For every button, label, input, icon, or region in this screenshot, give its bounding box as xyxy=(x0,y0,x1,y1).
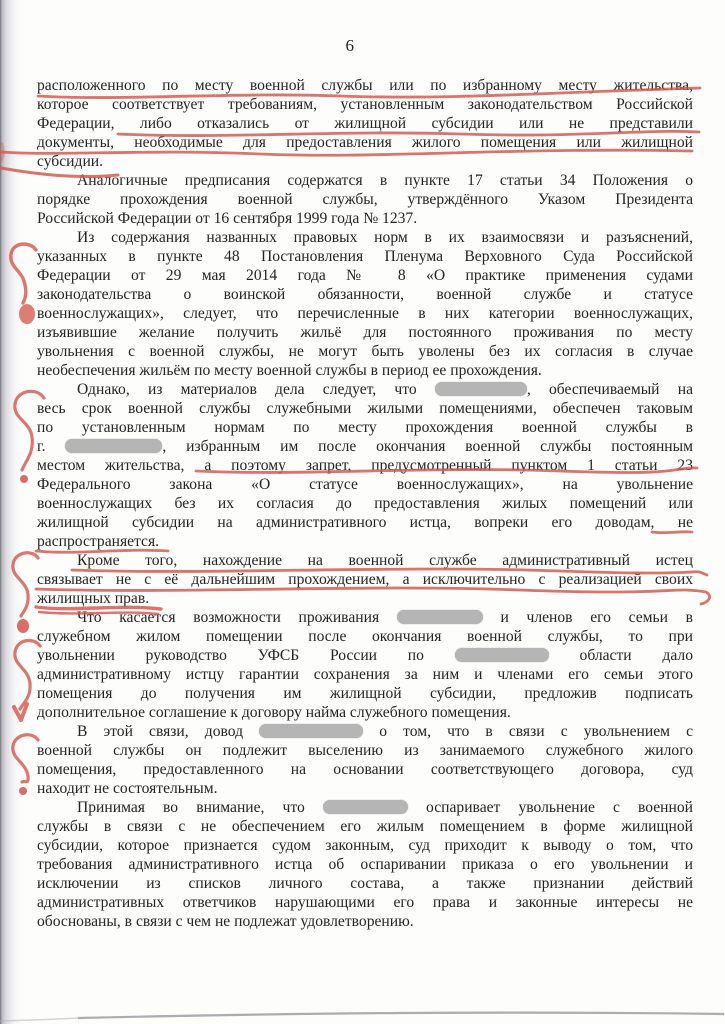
text-segment: , избранным им после окончания военной службы постоянным xyxy=(162,438,693,455)
text-segment: , обеспечиваемый на xyxy=(526,381,693,398)
question-mark-dot xyxy=(19,304,35,324)
redaction-bar xyxy=(259,724,363,738)
text-line: увольнения с военной службы, не могут быть уволены без их согласия в случае xyxy=(37,343,693,360)
text-line: административному истцу гарантии сохранения за ним и членами его семьи этого xyxy=(37,666,693,683)
text-line: Аналогичные предписания содержатся в пункте 17 статьи 34 Положения о xyxy=(77,172,693,189)
text-line: помещения до получения им жилищной субсидии, предложив подписать xyxy=(37,685,693,702)
text-line: субсидии, которое признается судом законным, суд приходит к выводу о том, что xyxy=(37,837,693,854)
text-line: субсидии. xyxy=(37,153,104,170)
text-line xyxy=(37,798,693,817)
question-mark-icon xyxy=(13,735,38,782)
red-edge-smudge xyxy=(1,144,3,161)
text-line: исключении из списков личного состава, а также признании действий xyxy=(37,875,693,892)
text-block xyxy=(37,76,693,931)
text-segment: г. xyxy=(37,438,46,455)
text-line xyxy=(37,608,693,627)
text-line: Из содержания названных правовых норм в их взаимосвязи и разъяснений, xyxy=(77,229,693,246)
text-line: порядке прохождения военной службы, утверждённого Указом Президента xyxy=(37,191,693,208)
text-segment: В этой связи, довод xyxy=(77,723,244,740)
text-segment: увольнении руководство УФСБ России по xyxy=(37,647,424,664)
text-line xyxy=(37,722,693,741)
text-segment: о том, что в связи с увольнением с xyxy=(379,723,693,740)
redaction-bar xyxy=(435,382,527,396)
scan-edge-line xyxy=(78,1013,724,1018)
text-segment: Принимая во внимание, что xyxy=(77,799,305,816)
text-line: Федерации от 29 мая 2014 года № 8 «О практике применения судами xyxy=(37,267,693,284)
text-segment: Что касается возможности проживания xyxy=(77,609,380,626)
text-line xyxy=(37,646,693,665)
question-mark-dot xyxy=(20,475,28,483)
question-mark-icon xyxy=(11,244,36,303)
redaction-bar xyxy=(397,610,483,624)
text-line: обоснованы, в связи с чем не подлежат удовлетворению. xyxy=(37,913,414,930)
question-mark-dot xyxy=(14,704,27,720)
text-line: помещения, предоставленного на основании соответствующего договора, суд xyxy=(37,761,693,778)
text-line: по установленным нормам по месту прохождения военной службы в xyxy=(37,419,693,436)
text-line: связывает не с её дальнейшим прохождением, а исключительно с реализацией своих xyxy=(37,571,693,588)
text-line: местом жительства, а поэтому запрет, предусмотренный пунктом 1 статьи 23 xyxy=(37,457,693,474)
text-line: находит не состоятельным. xyxy=(37,780,218,797)
text-line: Федерации, либо отказались от жилищной субсидии или не представили xyxy=(37,115,693,132)
redaction-bar xyxy=(455,648,549,662)
text-line: военной службы он подлежит выселению из занимаемого служебного жилого xyxy=(37,742,693,759)
question-mark-dot xyxy=(19,787,27,795)
text-line: Российской Федерации от 16 сентября 1999 года № 1237. xyxy=(37,210,418,227)
text-line: дополнительное соглашение к договору найма служебного помещения. xyxy=(37,704,511,721)
text-line: расположенного по месту военной службы или по избранному месту жительства, xyxy=(37,77,693,94)
text-segment: и членов его семьи в xyxy=(500,609,693,626)
text-line: военнослужащих», следует, что перечисленные в них категории военнослужащих, xyxy=(37,305,693,322)
text-line: жилищных прав. xyxy=(37,590,150,607)
text-line: службы в связи с не обеспечением его жилым помещением в форме жилищной xyxy=(37,818,693,835)
text-line: законодательства о воинской обязанности, военной службе и статусе xyxy=(37,286,693,303)
text-segment: оспаривает увольнение с военной xyxy=(426,799,693,816)
text-line: Федерального закона «О статусе военнослужащих», на увольнение xyxy=(37,476,693,493)
scan-left-edge xyxy=(0,0,22,1024)
text-line: указанных в пункте 48 Постановления Пленума Верховного Суда Российской xyxy=(37,248,693,265)
text-line: которое соответствует требованиям, установленным законодательством Российской xyxy=(37,96,693,113)
text-line xyxy=(37,380,693,399)
text-line xyxy=(37,437,693,456)
page-number: 6 xyxy=(345,36,355,55)
text-line: служебном жилом помещении после окончания военной службы, то при xyxy=(37,628,693,645)
redaction-bar xyxy=(323,800,408,814)
text-segment: Однако, из материалов дела следует, что xyxy=(77,381,417,398)
text-line: административных ответчиков нарушающими его права и законные интересы не xyxy=(37,894,693,911)
question-mark-dot xyxy=(17,619,29,633)
text-line: военнослужащих без их согласия до предоставления жилых помещений или xyxy=(37,495,693,512)
scan-edge-line xyxy=(0,1018,80,1021)
text-line: Кроме того, нахождение на военной службе административный истец xyxy=(77,552,693,569)
redaction-bar xyxy=(65,439,162,453)
text-line: документы, необходимые для предоставления жилого помещения или жилищной xyxy=(37,134,693,151)
text-line: изъявившие желание получить жильё для постоянного проживания по месту xyxy=(37,324,693,341)
text-line: необеспечения жильём по месту военной службы в период ее прохождения. xyxy=(37,362,542,379)
text-line: жилищной субсидии на административного истца, вопреки его доводам, не xyxy=(37,514,693,531)
text-segment: области дало xyxy=(579,647,693,664)
question-mark-icon xyxy=(13,553,38,616)
text-line: требования административного истца об оспаривании приказа о его увольнении и xyxy=(37,856,693,873)
text-line: весь срок военной службы служебными жилыми помещениями, обеспечен таковым xyxy=(37,400,693,417)
text-line: распространяется. xyxy=(37,533,160,550)
